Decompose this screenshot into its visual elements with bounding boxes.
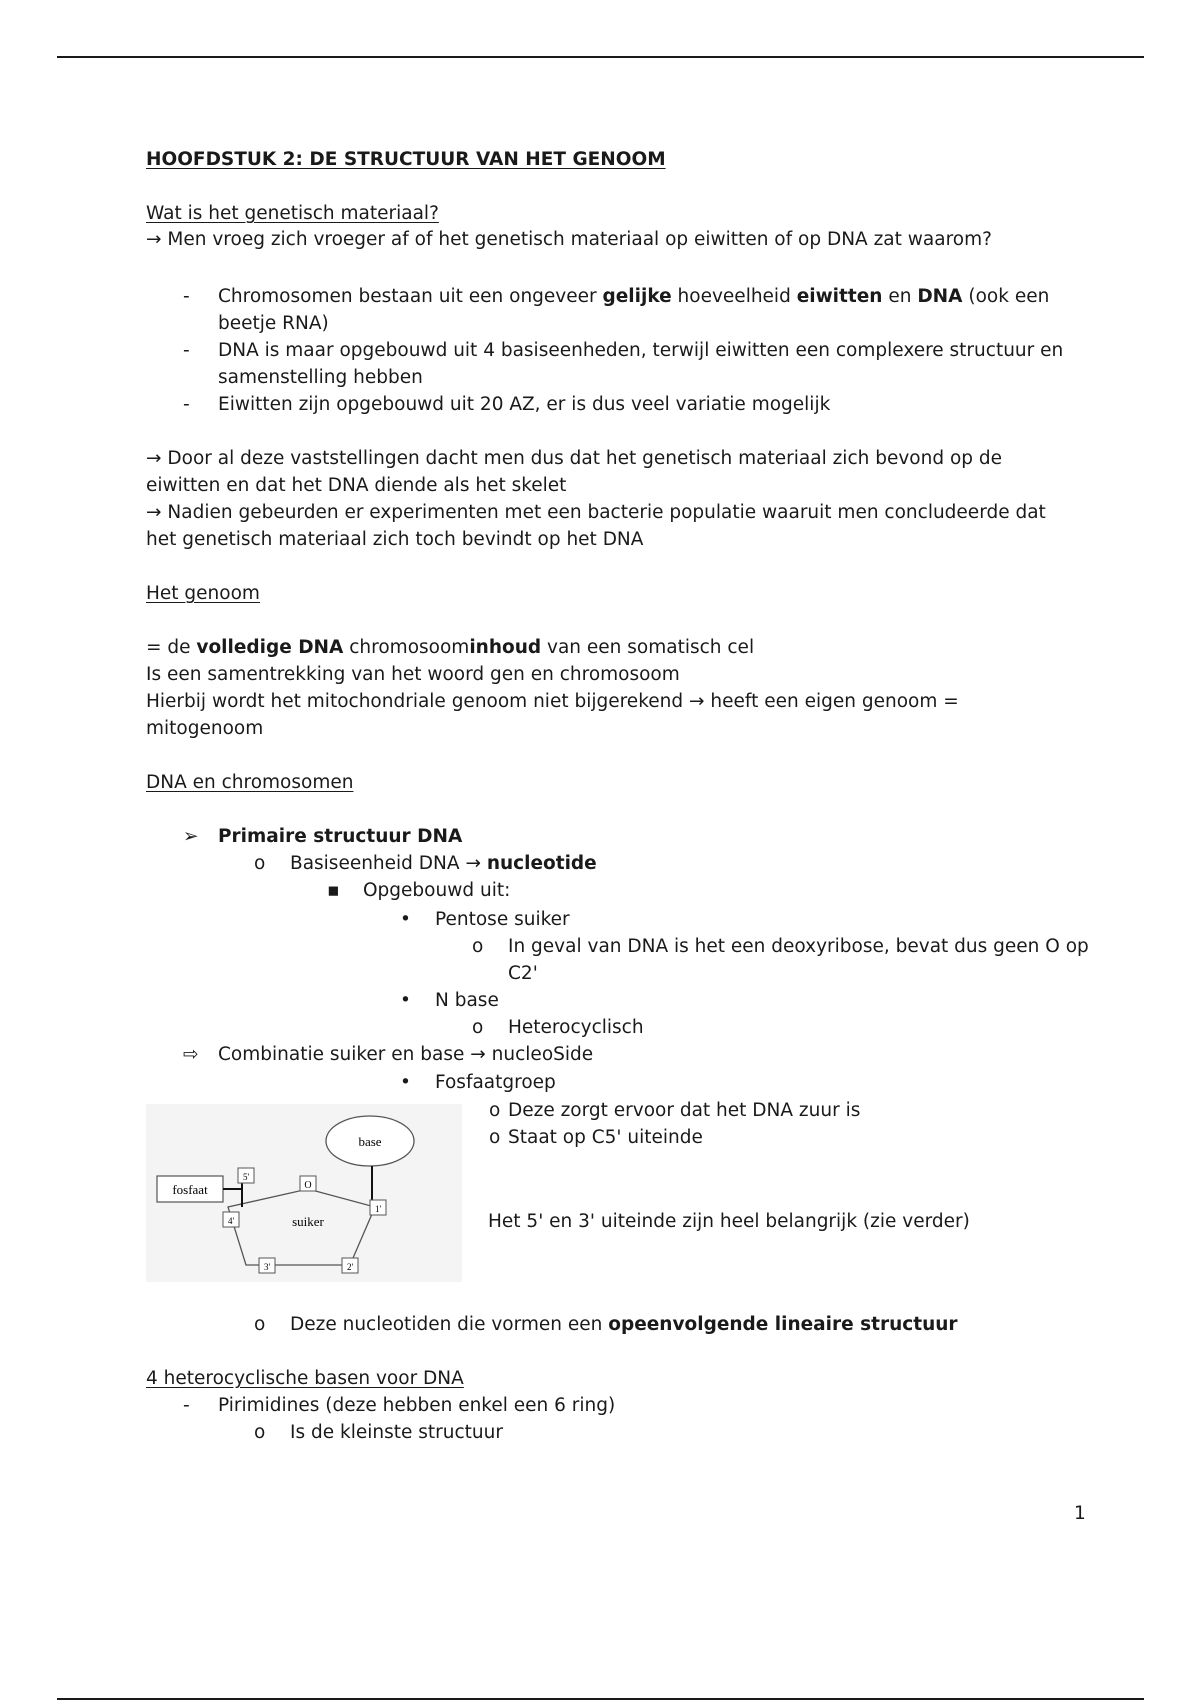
conclusion-line-continued: eiwitten en dat het DNA diende als het skelet	[146, 475, 567, 496]
text-line-continued: mitogenoom	[146, 718, 264, 739]
text-line: Hierbij wordt het mitochondriale genoom niet bijgerekend → heeft een eigen genoom =	[146, 691, 959, 712]
section-heading-genome: Het genoom	[146, 583, 260, 604]
list-item-continued: beetje RNA)	[218, 313, 329, 334]
list-item: Staat op C5' uiteinde	[508, 1127, 703, 1148]
text-line: Is een samentrekking van het woord gen en chromosoom	[146, 664, 680, 685]
text-line: Het 5' en 3' uiteinde zijn heel belangrijk (zie verder)	[488, 1211, 970, 1232]
intro-line: → Men vroeg zich vroeger af of het genetisch materiaal op eiwitten of op DNA zat waarom?	[146, 229, 992, 250]
conclusion-line-continued: het genetisch materiaal zich toch bevindt op het DNA	[146, 529, 644, 550]
section-heading-dna-chromosomes: DNA en chromosomen	[146, 772, 354, 793]
conclusion-line: → Door al deze vaststellingen dacht men dus dat het genetisch materiaal zich bevond op de	[146, 448, 1003, 469]
list-item: Basiseenheid DNA → nucleotide	[290, 853, 597, 874]
section-heading-heterocyclic-bases: 4 heterocyclische basen voor DNA	[146, 1368, 464, 1389]
list-item: Pentose suiker	[435, 909, 570, 930]
circle-bullet: o	[472, 936, 484, 957]
dash-bullet: -	[183, 340, 190, 361]
definition-line: = de volledige DNA chromosoominhoud van een somatisch cel	[146, 637, 755, 658]
list-item-continued: samenstelling hebben	[218, 367, 423, 388]
list-item: N base	[435, 990, 499, 1011]
dot-bullet: •	[400, 990, 411, 1011]
nucleotide-diagram	[146, 1104, 462, 1282]
arrow-icon: →	[470, 1044, 486, 1065]
list-item: Combinatie suiker en base → nucleoSide	[218, 1044, 594, 1065]
c5-label: 5'	[242, 1172, 250, 1182]
dash-bullet: -	[183, 1395, 190, 1416]
list-item-continued: C2'	[508, 963, 538, 984]
c1-label: 1'	[374, 1204, 382, 1214]
dash-bullet: -	[183, 394, 190, 415]
list-item: Eiwitten zijn opgebouwd uit 20 AZ, er is dus veel variatie mogelijk	[218, 394, 831, 415]
fosfaat-label: fosfaat	[172, 1182, 208, 1197]
suiker-label: suiker	[292, 1214, 324, 1229]
circle-bullet: o	[472, 1017, 484, 1038]
subheading-primary-structure: Primaire structuur DNA	[218, 826, 463, 847]
list-item: Deze zorgt ervoor dat het DNA zuur is	[508, 1100, 861, 1121]
c2-label: 2'	[346, 1262, 354, 1272]
conclusion-line: → Nadien gebeurden er experimenten met een bacterie populatie waaruit men concludeerde dat	[146, 502, 1046, 523]
arrow-icon: →	[689, 691, 705, 712]
dot-bullet: •	[400, 1072, 411, 1093]
page-number: 1	[1074, 1503, 1086, 1524]
c3-label: 3'	[263, 1262, 271, 1272]
list-item: Opgebouwd uit:	[363, 880, 511, 901]
list-item: Pirimidines (deze hebben enkel een 6 ring)	[218, 1395, 616, 1416]
list-item: DNA is maar opgebouwd uit 4 basiseenheden, terwijl eiwitten een complexere structuur en	[218, 340, 1064, 361]
list-item: Is de kleinste structuur	[290, 1422, 503, 1443]
list-item: Heterocyclisch	[508, 1017, 644, 1038]
circle-bullet: o	[254, 1314, 266, 1335]
arrow-icon: →	[146, 448, 162, 469]
arrowhead-bullet-icon: ➢	[183, 826, 199, 847]
list-item: Fosfaatgroep	[435, 1072, 556, 1093]
arrow-icon: →	[146, 502, 162, 523]
arrow-icon: →	[146, 229, 162, 250]
list-item: Chromosomen bestaan uit een ongeveer gelijke hoeveelheid eiwitten en DNA (ook een	[218, 286, 1050, 307]
oxygen-label: O	[304, 1180, 312, 1191]
section-heading-genetic-material: Wat is het genetisch materiaal?	[146, 203, 439, 224]
circle-bullet: o	[254, 853, 266, 874]
top-rule	[57, 56, 1144, 58]
circle-bullet: o	[489, 1127, 501, 1148]
dot-bullet: •	[400, 909, 411, 930]
page-title: HOOFDSTUK 2: DE STRUCTUUR VAN HET GENOOM	[146, 149, 666, 170]
square-bullet: ▪	[327, 880, 340, 901]
outline-arrow-icon: ⇨	[183, 1044, 199, 1065]
dash-bullet: -	[183, 286, 190, 307]
base-label: base	[358, 1134, 382, 1149]
arrow-icon: →	[465, 853, 481, 874]
circle-bullet: o	[489, 1100, 501, 1121]
list-item: In geval van DNA is het een deoxyribose, bevat dus geen O op	[508, 936, 1089, 957]
c4-label: 4'	[227, 1216, 235, 1226]
circle-bullet: o	[254, 1422, 266, 1443]
list-item: Deze nucleotiden die vormen een opeenvolgende lineaire structuur	[290, 1314, 958, 1335]
